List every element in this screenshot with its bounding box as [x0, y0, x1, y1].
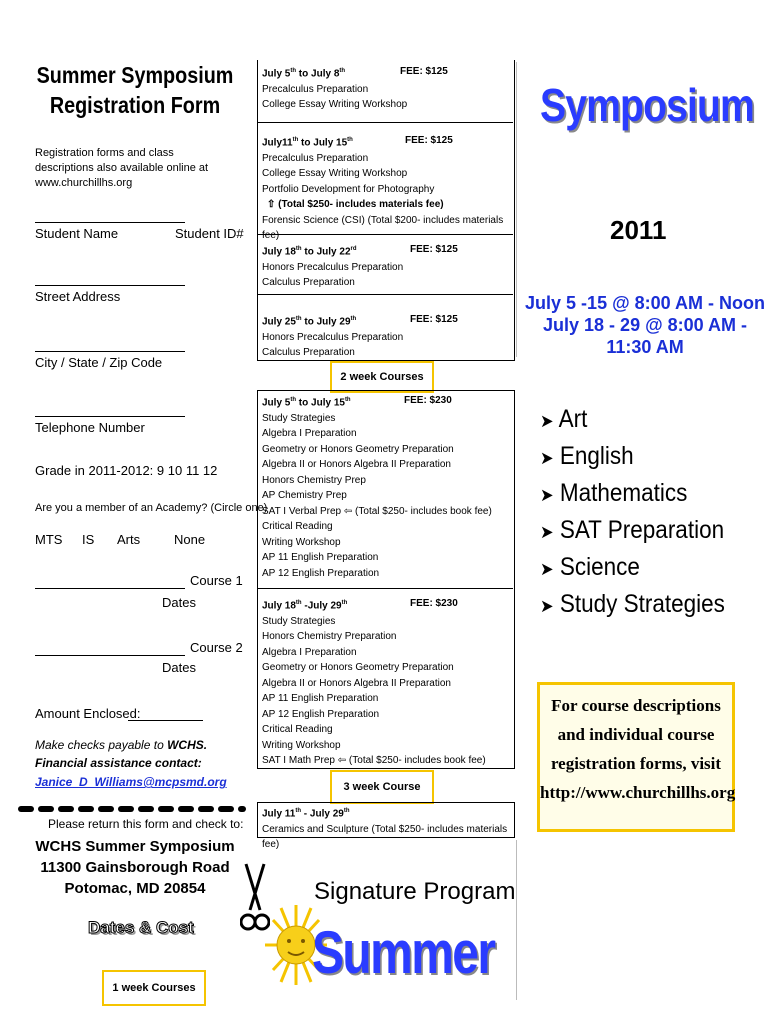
- week-block-2: July11th to July 15th FEE: $125 Precalculus Preparation College Essay Writing Workshop Portfolio Development for Photography ⇧ (Total $250- includes materials fee) Forensic Science (CSI) (Total $200- includes materials fee): [262, 133, 512, 244]
- week-4-header: July 25th to July 29th FEE: $125: [262, 314, 458, 328]
- week-1-header: July 5th to July 8th FEE: $125: [262, 66, 448, 80]
- dates-cost-heading: Dates & Cost: [88, 918, 194, 937]
- week-3-header: July 18th to July 22rd FEE: $125: [262, 244, 458, 258]
- financial-note: Financial assistance contact:: [35, 756, 202, 770]
- list-item: ➤ Mathematics: [540, 479, 688, 507]
- arrow-bullet-icon: ➤: [540, 448, 554, 468]
- form-title: Summer Symposium Registration Form: [36, 62, 234, 118]
- list-item: ➤ Science: [540, 553, 640, 581]
- two-week-2-header: July 18th -July 29th FEE: $230: [262, 598, 458, 612]
- academy-arts[interactable]: Arts: [117, 532, 141, 547]
- week-block-1: July 5th to July 8th FEE: $125 Precalculus Preparation College Essay Writing Workshop: [262, 64, 512, 113]
- arrow-bullet-icon: ➤: [540, 559, 554, 579]
- list-item: ➤ SAT Preparation: [540, 516, 725, 544]
- email-link[interactable]: Janice_D_Williams@mcpsmd.org: [35, 775, 227, 789]
- form-intro: Registration forms and class descriptions also available online at www.churchillhs.org: [35, 147, 209, 189]
- week-2-header: July11th to July 15th FEE: $125: [262, 135, 453, 149]
- list-item: ➤ English: [540, 442, 634, 470]
- three-week-block: July 11th - July 29th Ceramics and Sculpture (Total $250- includes materials fee): [262, 804, 512, 853]
- student-id-label: Student ID#: [175, 226, 244, 241]
- course1-label: Course 1: [190, 573, 243, 588]
- street-label: Street Address: [35, 289, 121, 304]
- course2-dates: Dates: [162, 660, 196, 675]
- amount-line[interactable]: [128, 720, 203, 721]
- return-address: WCHS Summer Symposium 11300 Gainsborough Road Potomac, MD 20854: [35, 838, 235, 897]
- subject-list: [540, 402, 725, 624]
- academy-question: Are you a member of an Academy? (Circle one): [35, 502, 268, 514]
- divider: [257, 234, 513, 235]
- return-note: Please return this form and check to:: [48, 817, 244, 831]
- phone-line[interactable]: [35, 416, 185, 417]
- divider: [257, 122, 513, 123]
- week-block-3: July 18th to July 22rd FEE: $125 Honors Precalculus Preparation Calculus Preparation: [262, 242, 512, 291]
- city-line[interactable]: [35, 351, 185, 352]
- three-week-header: July 11th - July 29th: [262, 808, 350, 820]
- course2-label: Course 2: [190, 640, 243, 655]
- checks-note: Make checks payable to WCHS.: [35, 738, 208, 752]
- arrow-bullet-icon: ➤: [540, 411, 554, 431]
- column-divider: [516, 840, 517, 1000]
- list-item: ➤ Study Strategies: [540, 590, 725, 618]
- two-week-block-1: July 5th to July 15th FEE: $230 Study Strategies Algebra I Preparation Geometry or Honors Geometry Preparation Algebra II or Honors Algebra II Preparation Honors Chemistry Prep AP Chemistry Prep SAT I Verbal Prep ⇦ (Total $250- includes book fee) Critical Reading Writing Workshop AP 11 English Preparation AP 12 English Preparation: [262, 393, 512, 581]
- list-item: ➤ Art: [540, 405, 588, 433]
- week-block-4: July 25th to July 29th FEE: $125 Honors Precalculus Preparation Calculus Preparation: [262, 312, 512, 361]
- grade-label: Grade in 2011-2012: 9 10 11 12: [35, 463, 218, 478]
- amount-label: Amount Enclosed:: [35, 706, 141, 721]
- info-box[interactable]: For course descriptions and individual course registration forms, visit http://www.churchillhs.org: [537, 682, 735, 832]
- city-label: City / State / Zip Code: [35, 355, 163, 370]
- two-week-block-2: July 18th -July 29th FEE: $230 Study Strategies Honors Chemistry Preparation Algebra I Preparation Geometry or Honors Geometry Preparation Algebra II or Honors Algebra II Preparation AP 11 English Preparation AP 12 English Preparation Critical Reading Writing Workshop SAT I Math Prep ⇦ (Total $250- includes book fee): [262, 596, 512, 769]
- academy-mts[interactable]: MTS: [35, 532, 63, 547]
- course2-line[interactable]: [35, 655, 185, 656]
- three-week-badge: 3 week Course: [330, 770, 434, 804]
- street-line[interactable]: [35, 285, 185, 286]
- column-divider: [516, 62, 517, 357]
- arrow-bullet-icon: ➤: [540, 522, 554, 542]
- course1-dates: Dates: [162, 595, 196, 610]
- session-dates: July 5 -15 @ 8:00 AM - Noon July 18 - 29 @ 8:00 AM - 11:30 AM: [525, 293, 765, 357]
- two-week-1-header: July 5th to July 15th FEE: $230: [262, 395, 452, 409]
- student-name-line[interactable]: [35, 222, 185, 223]
- student-name-label: Student Name: [35, 226, 119, 241]
- signature-program: Signature Program: [314, 878, 516, 905]
- course1-line[interactable]: [35, 588, 185, 589]
- arrow-bullet-icon: ➤: [540, 485, 554, 505]
- cut-line-icon: [18, 804, 246, 814]
- symposium-heading: Symposium: [540, 79, 754, 131]
- summer-heading: Summer: [312, 919, 495, 986]
- academy-none[interactable]: None: [174, 532, 206, 547]
- divider: [257, 588, 513, 589]
- divider: [257, 294, 513, 295]
- two-week-badge: 2 week Courses: [330, 361, 434, 393]
- arrow-bullet-icon: ➤: [540, 596, 554, 616]
- phone-label: Telephone Number: [35, 420, 145, 435]
- one-week-badge: 1 week Courses: [102, 970, 206, 1006]
- academy-is[interactable]: IS: [82, 532, 95, 547]
- year: 2011: [610, 215, 667, 245]
